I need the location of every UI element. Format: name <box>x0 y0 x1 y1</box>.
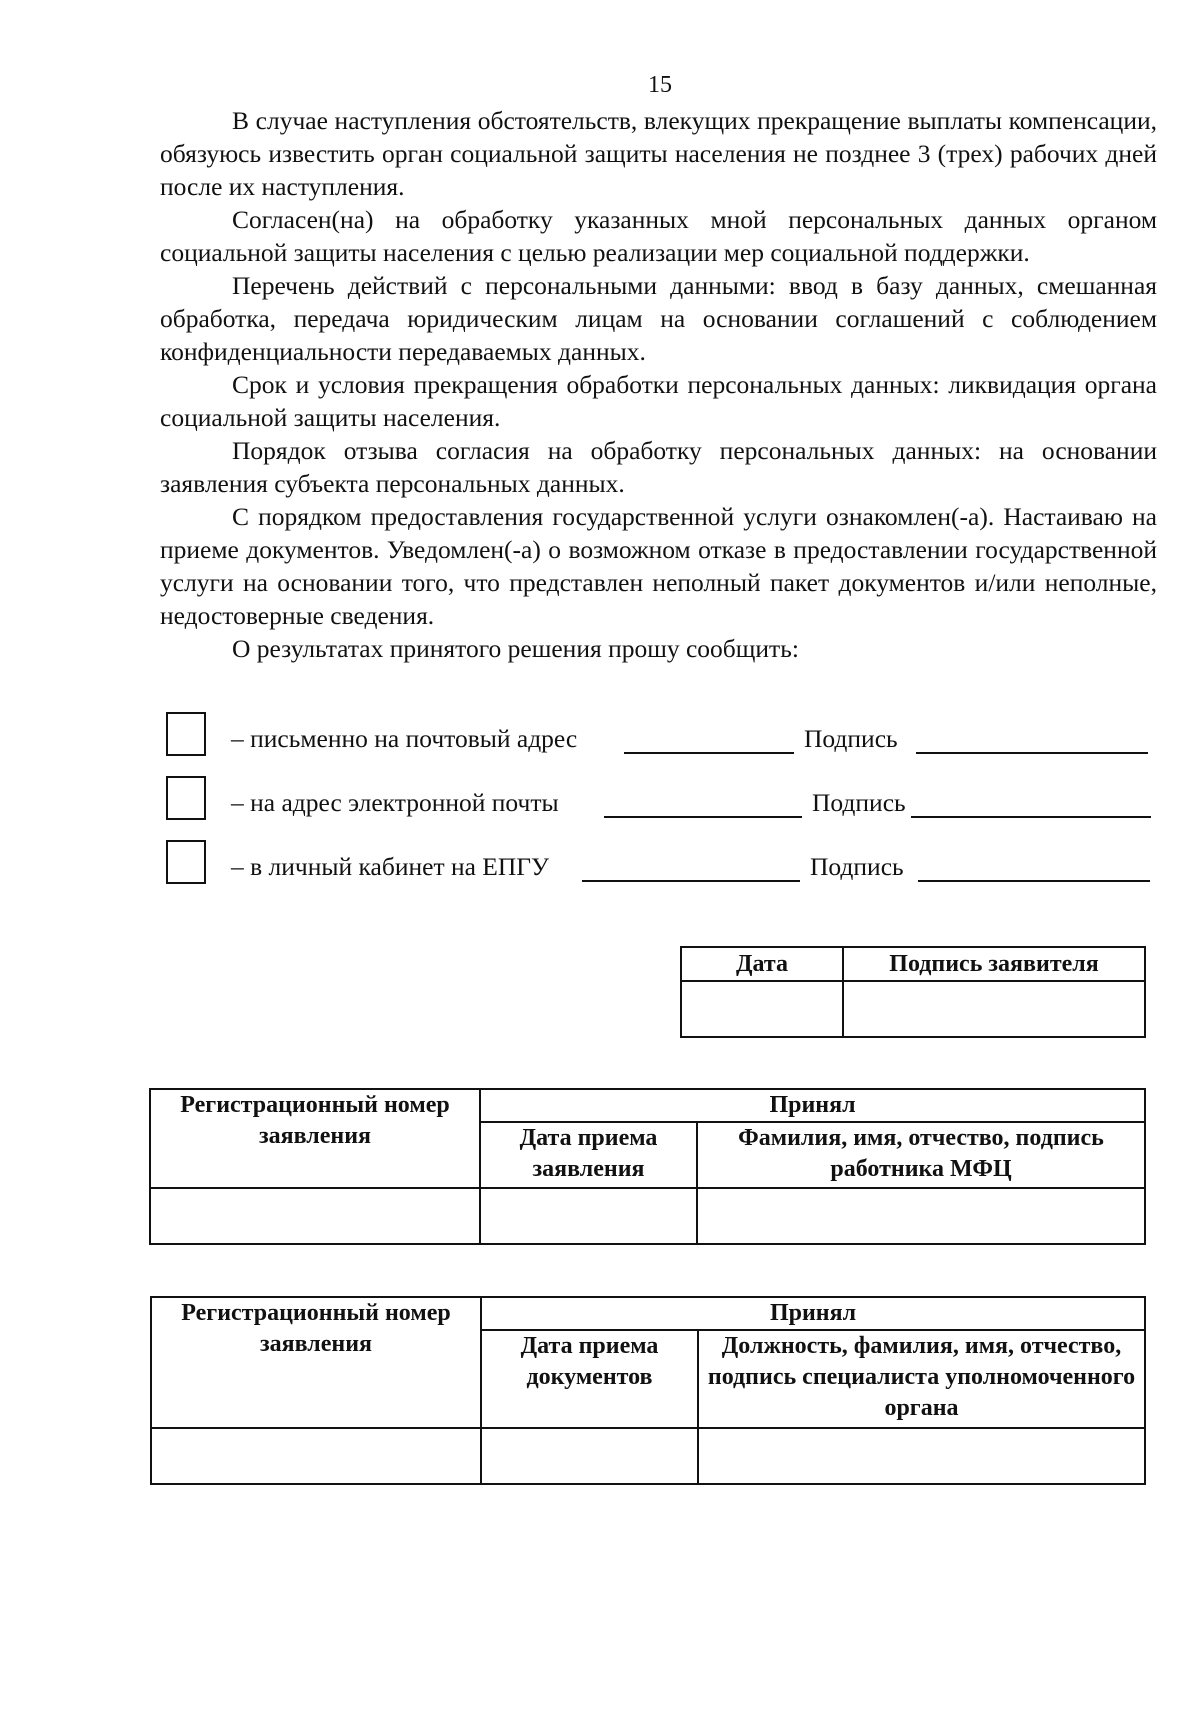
org-accepted-header: Принял <box>481 1297 1145 1330</box>
email-checkbox[interactable] <box>166 776 206 820</box>
applicant-signature-cell[interactable] <box>843 981 1145 1037</box>
org-specialist-cell[interactable] <box>698 1428 1145 1484</box>
org-registration-table <box>150 1296 1146 1485</box>
mfc-registration-table <box>149 1088 1146 1245</box>
mfc-worker-header: Фамилия, имя, отчество, подпись работника МФЦ <box>697 1122 1145 1188</box>
mfc-date-cell[interactable] <box>480 1188 697 1244</box>
postal-checkbox[interactable] <box>166 712 206 756</box>
epgu-option-label: – в личный кабинет на ЕПГУ <box>231 852 550 881</box>
paragraph-processing-term: Срок и условия прекращения обработки персональных данных: ликвидация органа социальной защиты населения. <box>160 370 1157 432</box>
email-signature-label: Подпись <box>812 788 906 817</box>
paragraph-acknowledgement: С порядком предоставления государственной услуги ознакомлен(-а). Настаиваю на приеме документов. Уведомлен(-а) о возможном отказе в предоставлении государственной услуги на основании того, что представлен неполный пакет документов и/или неполные, недостоверные сведения. <box>160 502 1157 630</box>
org-specialist-header: Должность, фамилия, имя, отчество, подпись специалиста уполномоченного органа <box>698 1330 1145 1428</box>
postal-option-label: – письменно на почтовый адрес <box>231 724 578 753</box>
epgu-checkbox[interactable] <box>166 840 206 884</box>
postal-address-line[interactable] <box>624 752 794 754</box>
mfc-reg-number-header: Регистрационный номер заявления <box>150 1089 480 1188</box>
paragraph-data-actions: Перечень действий с персональными данными: ввод в базу данных, смешанная обработка, передача юридическим лицам на основании соглашений с соблюдением конфиденциальности передаваемых данных. <box>160 271 1157 366</box>
statement-text <box>160 104 1157 665</box>
email-option-label: – на адрес электронной почты <box>231 788 559 817</box>
mfc-date-header: Дата приема заявления <box>480 1122 697 1188</box>
postal-signature-label: Подпись <box>804 724 898 753</box>
option-epgu-row <box>166 840 1156 888</box>
paragraph-consent: Согласен(на) на обработку указанных мной персональных данных органом социальной защиты населения с целью реализации мер социальной поддержки. <box>160 205 1157 267</box>
epgu-signature-label: Подпись <box>810 852 904 881</box>
applicant-signature-header: Подпись заявителя <box>843 947 1145 981</box>
date-header: Дата <box>681 947 843 981</box>
mfc-reg-number-cell[interactable] <box>150 1188 480 1244</box>
paragraph-result-request: О результатах принятого решения прошу сообщить: <box>232 634 799 663</box>
mfc-worker-cell[interactable] <box>697 1188 1145 1244</box>
mfc-accepted-header: Принял <box>480 1089 1145 1122</box>
org-reg-number-header: Регистрационный номер заявления <box>151 1297 481 1428</box>
paragraph-notify-obligation: В случае наступления обстоятельств, влекущих прекращение выплаты компенсации, обязуюсь известить орган социальной защиты населения не позднее 3 (трех) рабочих дней после их наступления. <box>160 106 1157 201</box>
email-signature-line[interactable] <box>911 816 1151 818</box>
option-email-row <box>166 776 1156 824</box>
org-reg-number-cell[interactable] <box>151 1428 481 1484</box>
email-address-line[interactable] <box>604 816 802 818</box>
postal-signature-line[interactable] <box>916 752 1148 754</box>
epgu-line[interactable] <box>582 880 800 882</box>
applicant-signature-table <box>680 946 1146 1038</box>
page-number: 15 <box>648 72 672 98</box>
option-postal-row <box>166 712 1156 760</box>
org-date-cell[interactable] <box>481 1428 698 1484</box>
org-date-header: Дата приема документов <box>481 1330 698 1428</box>
date-cell[interactable] <box>681 981 843 1037</box>
epgu-signature-line[interactable] <box>918 880 1150 882</box>
paragraph-consent-withdrawal: Порядок отзыва согласия на обработку персональных данных: на основании заявления субъекта персональных данных. <box>160 436 1157 498</box>
